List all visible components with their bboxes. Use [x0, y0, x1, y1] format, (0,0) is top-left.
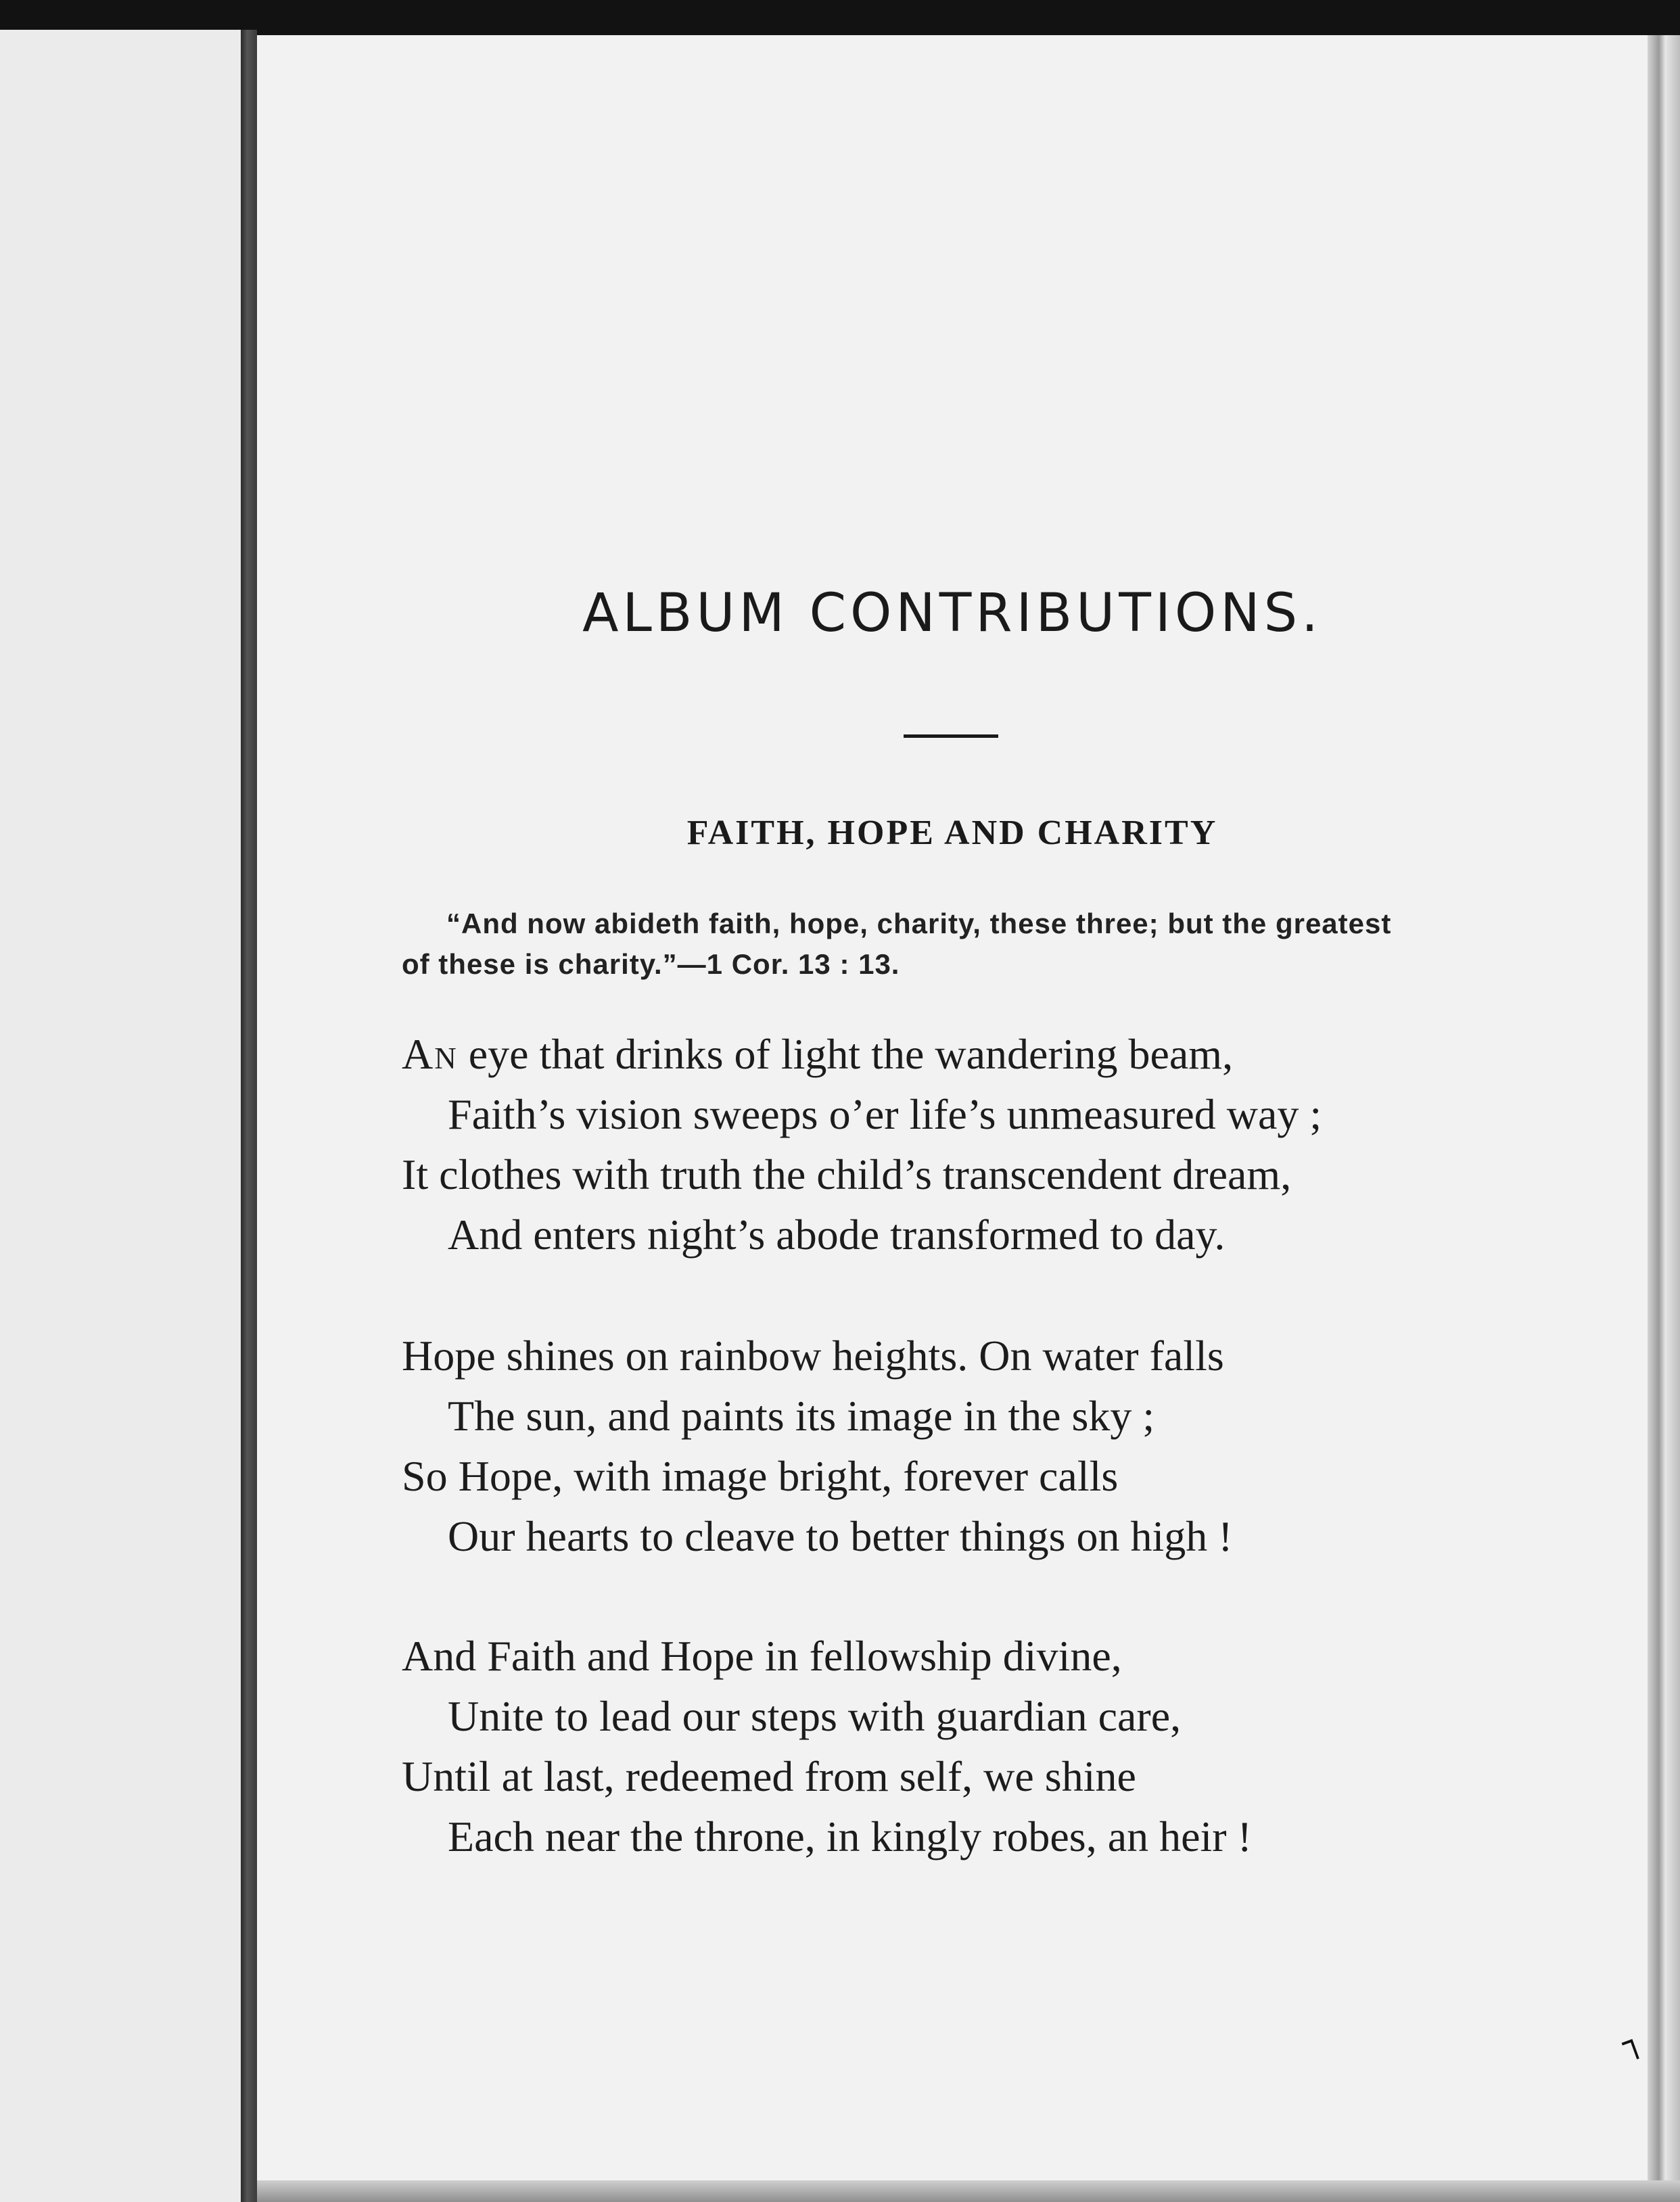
- verse-line: Hope shines on rainbow heights. On water falls: [402, 1332, 1224, 1380]
- stanza-3: [402, 1626, 1551, 1867]
- book-gutter: [241, 30, 257, 2202]
- stanza-2: [402, 1326, 1551, 1566]
- verse-line-text: eye that drinks of light the wandering beam,: [457, 1030, 1234, 1078]
- book-page: [257, 35, 1648, 2180]
- epigraph-line-2: of these is charity.”—1 Cor. 13 : 13.: [402, 948, 900, 980]
- verse-line: It clothes with truth the child’s transcendent dream,: [402, 1150, 1292, 1198]
- scan-corner-mark-icon: ┐: [1616, 2019, 1648, 2063]
- verse-line: Each near the throne, in kingly robes, an heir !: [448, 1812, 1252, 1860]
- epigraph-line-1: “And now abideth faith, hope, charity, these three; but the greatest: [446, 908, 1392, 939]
- scan-top-border: [0, 0, 1680, 34]
- stanza-1: [402, 1024, 1551, 1265]
- verse-line: Unite to lead our steps with guardian care,: [448, 1692, 1182, 1740]
- poem-title: FAITH, HOPE AND CHARITY: [686, 814, 1218, 852]
- page-edge: [1648, 35, 1680, 2202]
- facing-page: [0, 30, 241, 2202]
- verse-line: Faith’s vision sweeps o’er life’s unmeasured way ;: [448, 1090, 1322, 1138]
- verse-line: [402, 1024, 1551, 1084]
- verse-line: And Faith and Hope in fellowship divine,: [402, 1632, 1122, 1680]
- epigraph: [402, 904, 1511, 985]
- verse-drop-word: An: [402, 1030, 458, 1078]
- heading-rule: [904, 734, 998, 738]
- verse-line: The sun, and paints its image in the sky ;: [448, 1392, 1155, 1440]
- verse-line: So Hope, with image bright, forever calls: [402, 1452, 1119, 1500]
- verse-line: Our hearts to cleave to better things on high !: [448, 1512, 1233, 1560]
- verse-line: And enters night’s abode transformed to day.: [448, 1211, 1226, 1259]
- verse-line: Until at last, redeemed from self, we shine: [402, 1752, 1136, 1800]
- scan-bottom-border: [257, 2180, 1680, 2202]
- section-heading: ALBUM CONTRIBUTIONS.: [582, 583, 1322, 644]
